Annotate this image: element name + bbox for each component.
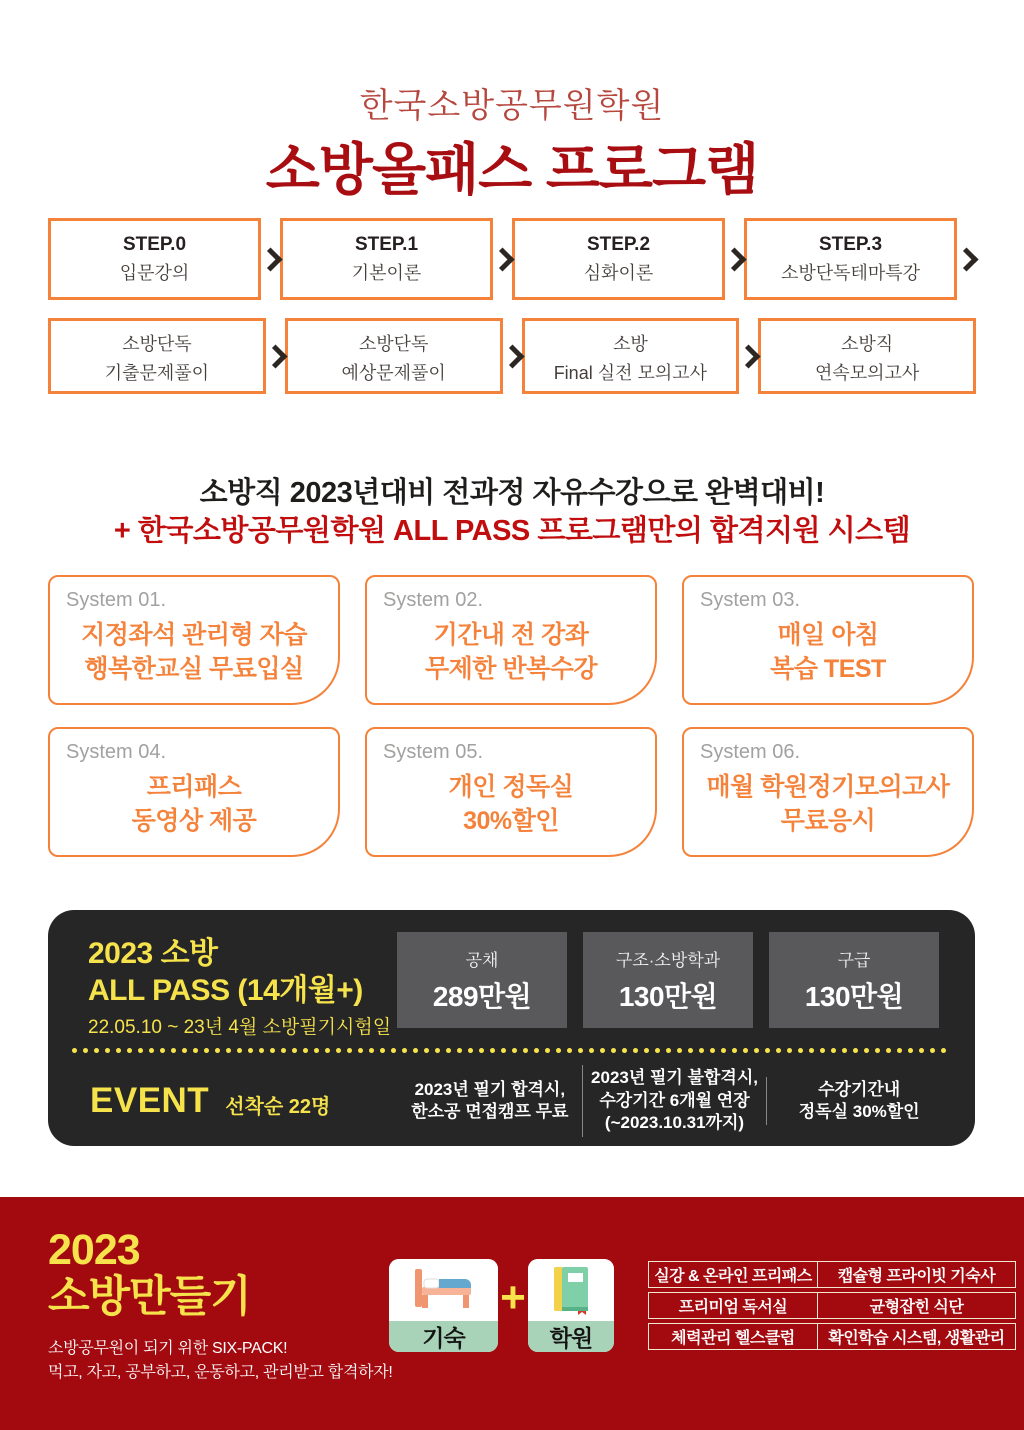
step-label: 소방직	[841, 334, 894, 354]
bottom-desc-line1: 소방공무원이 되기 위한 SIX-PACK!	[48, 1340, 288, 1357]
system-box-3	[682, 575, 974, 705]
bottom-year: 2023	[48, 1226, 140, 1274]
system-number: System 06.	[700, 741, 801, 763]
allpass-title-line2: ALL PASS (14개월+)	[88, 973, 363, 1007]
event-title: EVENT	[90, 1081, 210, 1120]
step-row-2	[48, 318, 976, 394]
event-item-1	[398, 1077, 582, 1126]
system-line: 지정좌석 관리형 자습	[81, 620, 307, 649]
event-line: 한소공 면접캠프 무료	[411, 1102, 569, 1121]
price-value: 130만원	[618, 980, 718, 1012]
event-line: 수강기간내	[818, 1079, 901, 1099]
event-line: 2023년 필기 불합격시,	[591, 1068, 758, 1088]
table-cell: 확인학습 시스템, 생활관리	[817, 1324, 1015, 1349]
promo-headline-black: 소방직 2023년대비 전과정 자유수강으로 완벽대비!	[199, 477, 825, 509]
dorm-card	[389, 1259, 498, 1352]
step-box-5	[285, 318, 503, 394]
pricing-panel	[48, 910, 975, 1146]
step-box-4	[48, 318, 266, 394]
bottom-title-text: 소방만들기	[48, 1273, 251, 1322]
poster-title: 소방올패스 프로그램	[265, 138, 759, 201]
event-line: 수강기간 6개월 연장	[599, 1090, 750, 1110]
bed-icon	[389, 1259, 498, 1321]
chevron-right-icon	[722, 247, 746, 271]
step-label: 소방단독	[122, 334, 192, 354]
chevron-right-icon	[737, 344, 761, 368]
allpass-period: 22.05.10 ~ 23년 4월 소방필기시험일	[88, 1017, 392, 1038]
step-title: STEP.0	[122, 233, 187, 255]
event-item-2	[582, 1065, 767, 1136]
system-number: System 05.	[383, 741, 484, 763]
step-label: 소방단독테마특강	[780, 262, 921, 283]
step-box-2	[512, 218, 725, 300]
table-row	[648, 1323, 1016, 1350]
step-label: 소방단독	[358, 334, 429, 354]
bottom-banner	[0, 1197, 1024, 1430]
system-box-5	[365, 727, 657, 857]
step-label: 입문강의	[119, 262, 190, 283]
system-number: System 04.	[66, 741, 167, 763]
system-line: 기간내 전 강좌	[433, 620, 589, 649]
step-box-6	[522, 318, 740, 394]
chevron-right-icon	[490, 247, 514, 271]
academy-card	[528, 1259, 614, 1352]
chevron-right-icon	[500, 344, 524, 368]
table-cell: 균형잡힌 식단	[817, 1293, 1015, 1318]
step-title: STEP.3	[818, 233, 883, 255]
step-label: 기본이론	[351, 262, 422, 283]
allpass-title-line1: 2023 소방	[88, 937, 218, 970]
table-cell: 캡슐형 프라이빗 기숙사	[817, 1262, 1015, 1287]
event-item-3	[766, 1077, 951, 1126]
chevron-right-icon	[954, 247, 978, 271]
system-box-6	[682, 727, 974, 857]
step-label: 심화이론	[583, 262, 654, 283]
chevron-right-icon	[258, 247, 282, 271]
system-line: 매월 학원정기모의고사	[706, 772, 950, 801]
chevron-right-icon	[263, 344, 287, 368]
system-line: 개인 정독실	[448, 772, 574, 801]
system-line: 무제한 반복수강	[425, 655, 597, 683]
price-boxes	[397, 932, 939, 1028]
step-label: 연속모의고사	[814, 363, 920, 383]
system-line: 프리패스	[146, 772, 242, 801]
step-box-7	[758, 318, 976, 394]
step-label: 예상문제풀이	[341, 363, 446, 383]
system-line: 30%할인	[463, 807, 559, 835]
price-box-gujo	[583, 932, 753, 1028]
allpass-title	[88, 936, 363, 1009]
event-row	[48, 1062, 951, 1140]
price-box-gugeup	[769, 932, 939, 1028]
table-row	[648, 1261, 1016, 1288]
system-number: System 01.	[66, 589, 167, 611]
table-cell: 체력관리 헬스클럽	[671, 1330, 795, 1347]
system-line: 복습 TEST	[770, 655, 886, 683]
plus-icon: +	[500, 1273, 526, 1322]
promo-headline-red: + 한국소방공무원학원 ALL PASS 프로그램만의 합격지원 시스템	[113, 515, 911, 547]
event-badge: 선착순 22명	[225, 1095, 331, 1118]
system-line: 행복한교실 무료입실	[84, 655, 304, 683]
step-label: 소방	[612, 334, 648, 354]
dotted-divider	[72, 1048, 951, 1053]
step-box-1	[280, 218, 493, 300]
price-value: 289만원	[432, 980, 532, 1012]
step-row-1	[48, 218, 976, 300]
price-label: 구급	[837, 950, 871, 970]
price-value: 130만원	[804, 980, 904, 1012]
system-line: 동영상 제공	[131, 807, 257, 835]
bottom-title	[48, 1227, 251, 1322]
event-header	[48, 1081, 398, 1121]
event-line: 정독실 30%할인	[798, 1102, 920, 1121]
price-box-gongchae	[397, 932, 567, 1028]
dorm-label: 기숙	[389, 1321, 498, 1352]
feature-table	[648, 1261, 1016, 1350]
bottom-desc-line2: 먹고, 자고, 공부하고, 운동하고, 관리받고 합격하자!	[48, 1364, 393, 1381]
system-line: 매일 아침	[777, 620, 879, 649]
book-icon	[528, 1259, 614, 1321]
event-line: (~2023.10.31까지)	[604, 1113, 745, 1133]
system-number: System 03.	[700, 589, 801, 611]
step-title: STEP.1	[354, 233, 419, 255]
step-title: STEP.2	[586, 233, 651, 255]
system-number: System 02.	[383, 589, 484, 611]
table-row	[648, 1292, 1016, 1319]
academy-label: 학원	[528, 1321, 614, 1352]
event-line: 2023년 필기 합격시,	[414, 1079, 566, 1099]
bottom-description	[48, 1337, 393, 1385]
step-box-0	[48, 218, 261, 300]
price-label: 구조·소방학과	[615, 950, 721, 970]
system-line: 무료응시	[780, 807, 876, 835]
system-box-4	[48, 727, 340, 857]
price-label: 공채	[465, 950, 499, 970]
system-grid	[48, 575, 974, 857]
system-box-2	[365, 575, 657, 705]
academy-name: 한국소방공무원학원	[359, 87, 665, 125]
table-cell: 프리미엄 독서실	[678, 1299, 788, 1316]
step-label: Final 실전 모의고사	[553, 363, 708, 383]
table-cell: 실강 & 온라인 프리패스	[654, 1268, 812, 1285]
step-label: 기출문제풀이	[104, 363, 210, 383]
step-box-3	[744, 218, 957, 300]
system-box-1	[48, 575, 340, 705]
